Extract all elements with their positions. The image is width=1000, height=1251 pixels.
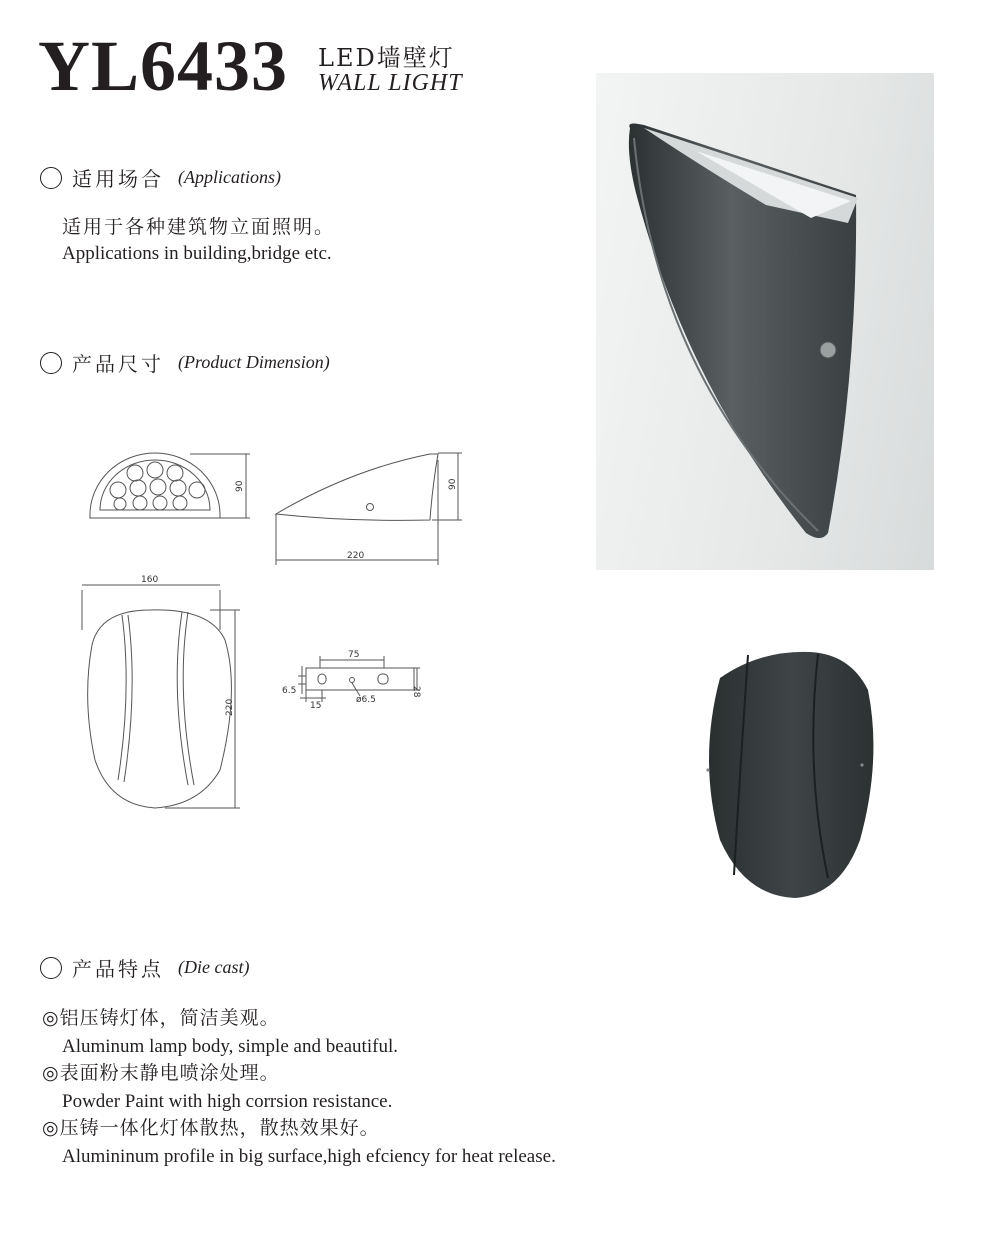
- front-height-label: 90: [235, 480, 245, 492]
- dimension-heading-en: (Product Dimension): [178, 352, 330, 372]
- features-heading: [40, 953, 249, 982]
- bracket-offset-label: 15: [310, 701, 322, 711]
- bracket-slot-label: 6.5: [282, 686, 297, 696]
- feature-cn: ◎表面粉末静电喷涂处理。: [42, 1062, 280, 1085]
- features-heading-en: (Die cast): [178, 957, 250, 977]
- side-height-label: 90: [448, 478, 458, 490]
- applications-heading: [40, 163, 281, 192]
- front-view-drawing: [90, 453, 250, 518]
- applications-text-en: Applications in building,bridge etc.: [62, 243, 332, 264]
- wall-light-front-image: [700, 650, 880, 902]
- features-list: [42, 1005, 556, 1170]
- features-heading-cn: 产品特点: [72, 957, 164, 981]
- product-photo-side: [596, 73, 934, 570]
- feature-en: Aluminum lamp body, simple and beautiful.: [62, 1035, 398, 1057]
- dimension-heading: [40, 348, 330, 377]
- top-width-label: 160: [141, 575, 159, 585]
- bracket-spacing-label: 75: [348, 650, 360, 660]
- dimension-drawings: [70, 440, 470, 820]
- feature-en: Powder Paint with high corrsion resistance.: [62, 1090, 393, 1112]
- top-length-label: 220: [225, 698, 235, 716]
- bracket-height-label: 28: [411, 686, 421, 698]
- feature-cn: ◎铝压铸灯体，简洁美观。: [42, 1007, 280, 1029]
- model-number: YL6433: [38, 26, 289, 106]
- circle-bullet-icon: [40, 167, 62, 189]
- wall-light-side-image: [596, 73, 934, 570]
- applications-text-cn: 适用于各种建筑物立面照明。: [62, 216, 336, 238]
- side-view-drawing: [276, 453, 462, 565]
- top-view-drawing: [82, 585, 240, 808]
- feature-en: Alumininum profile in big surface,high efciency for heat release.: [62, 1145, 556, 1167]
- applications-heading-en: (Applications): [178, 167, 281, 187]
- circle-bullet-icon: [40, 352, 62, 374]
- bracket-hole-label: ø6.5: [356, 695, 376, 705]
- product-title-cn: LED墙壁灯: [318, 44, 455, 72]
- product-title-en: WALL LIGHT: [318, 70, 463, 96]
- applications-heading-cn: 适用场合: [72, 167, 164, 191]
- feature-cn: ◎压铸一体化灯体散热，散热效果好。: [42, 1117, 380, 1140]
- circle-bullet-icon: [40, 957, 62, 979]
- side-length-label: 220: [347, 551, 365, 561]
- dimension-heading-cn: 产品尺寸: [72, 352, 164, 376]
- product-photo-front: [700, 650, 880, 902]
